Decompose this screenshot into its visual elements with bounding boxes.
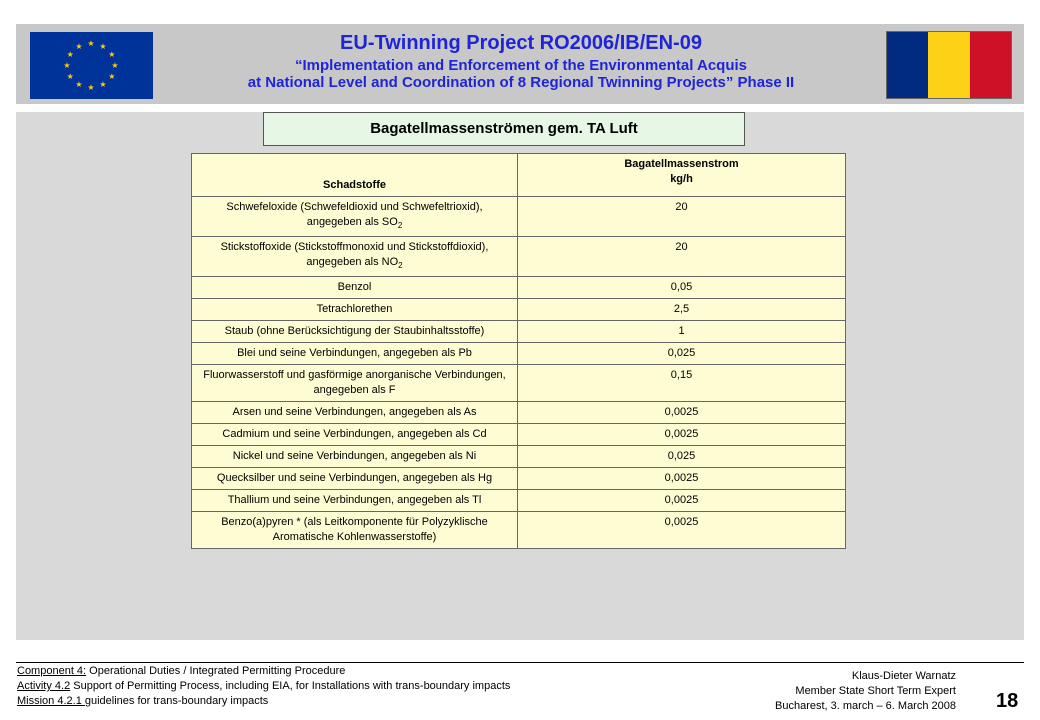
table-row [192,512,846,549]
pollutant-name: Arsen und seine Verbindungen, angegeben als As [232,406,477,419]
pollutant-cell [192,197,518,237]
romania-flag-icon [886,31,1012,99]
component-text: Operational Duties / Integrated Permitting Procedure [86,665,346,677]
pollutant-cell [192,277,518,299]
project-subtitle-1: “Implementation and Enforcement of the Environmental Acquis [295,57,747,74]
pollutant-cell [192,402,518,424]
table-row [192,237,846,277]
eu-star-icon: ★ [87,83,95,92]
eu-flag-icon [30,32,153,99]
table-row [192,277,846,299]
table-row [192,299,846,321]
eu-star-icon: ★ [87,39,95,48]
eu-star-icon: ★ [75,41,83,51]
activity-link[interactable]: Activity 4.2 [17,680,71,692]
author-role: Member State Short Term Expert [795,685,956,697]
eu-star-icon: ★ [75,80,83,90]
column-header-threshold-unit: kg/h [670,173,693,185]
footer-author [775,669,956,714]
emission-table [191,153,846,549]
eu-star-icon: ★ [111,61,119,70]
footer-divider [16,662,1024,663]
activity-text: Support of Permitting Process, including EIA, for Installations with trans-boundary impacts [70,680,511,692]
page-number: 18 [996,690,1019,712]
pollutant-subscript: 2 [398,261,403,271]
table-row [192,446,846,468]
pollutant-name: Tetrachlorethen [316,303,393,316]
pollutant-cell [192,512,518,549]
threshold-value: 20 [518,197,846,237]
pollutant-name: Quecksilber und seine Verbindungen, angegeben als Hg [216,472,493,485]
pollutant-cell [192,365,518,402]
table-row [192,365,846,402]
column-header-threshold-label: Bagatellmassenstrom [624,158,739,170]
table-row [192,402,846,424]
project-subtitle-2: at National Level and Coordination of 8 Regional Twinning Projects” Phase II [247,74,795,91]
threshold-value: 2,5 [518,299,846,321]
threshold-value: 0,0025 [518,468,846,490]
threshold-value: 0,0025 [518,402,846,424]
pollutant-name: Staub (ohne Berücksichtigung der Staubinhaltsstoffe) [224,325,485,338]
threshold-value: 0,05 [518,277,846,299]
pollutant-name: Blei und seine Verbindungen, angegeben als Pb [237,347,472,360]
eu-star-icon: ★ [108,50,116,59]
threshold-value: 1 [518,321,846,343]
threshold-value: 0,0025 [518,490,846,512]
pollutant-name: Cadmium und seine Verbindungen, angegeben als Cd [222,428,487,441]
pollutant-cell [192,490,518,512]
pollutant-cell [192,343,518,365]
eu-star-icon: ★ [99,41,107,51]
threshold-value: 0,0025 [518,424,846,446]
eu-star-icon: ★ [63,61,71,70]
pollutant-subscript: 2 [397,221,403,231]
mission-link[interactable]: Mission 4.2.1 [17,695,85,707]
slide-title: Bagatellmassenströmen gem. TA Luft [263,112,745,146]
pollutant-cell [192,321,518,343]
eu-star-icon: ★ [108,72,116,81]
pollutant-name: Thallium und seine Verbindungen, angegeben als Tl [227,494,482,507]
pollutant-name: Benzo(a)pyren * (als Leitkomponente für Polyzyklische Aromatische Kohlenwasserstoffe) [221,516,488,544]
location-date: Bucharest, 3. march – 6. March 2008 [775,700,956,712]
pollutant-cell [192,446,518,468]
threshold-value: 0,025 [518,343,846,365]
table-row [192,197,846,237]
footer-component [17,664,510,679]
table-row [192,490,846,512]
column-header-pollutants-label: Schadstoffe [323,179,386,191]
pollutant-cell [192,468,518,490]
project-title: EU-Twinning Project RO2006/IB/EN-09 [340,32,702,54]
threshold-value: 20 [518,237,846,277]
column-header-threshold [518,154,846,197]
pollutant-name: Benzol [337,281,372,294]
pollutant-cell [192,299,518,321]
pollutant-cell [192,237,518,277]
pollutant-cell [192,424,518,446]
table-row [192,468,846,490]
threshold-value: 0,025 [518,446,846,468]
table-header-row [192,154,846,197]
table-row [192,321,846,343]
threshold-value: 0,0025 [518,512,846,549]
pollutant-name: Fluorwasserstoff und gasförmige anorganische Verbindungen, angegeben als F [203,369,506,397]
header-banner [16,24,1024,104]
footer-mission [17,694,510,709]
footer-info [17,664,510,709]
table-row [192,424,846,446]
mission-text: guidelines for trans-boundary impacts [84,695,269,707]
pollutant-name: Nickel und seine Verbindungen, angegeben als Ni [232,450,477,463]
table-row [192,343,846,365]
eu-star-icon: ★ [66,50,74,59]
footer-activity [17,679,510,694]
eu-star-icon: ★ [66,72,74,81]
author-name: Klaus-Dieter Warnatz [851,670,956,682]
eu-star-icon: ★ [99,80,107,90]
component-link[interactable]: Component 4: [17,665,87,677]
pollutant-name: Schwefeloxide (Schwefeldioxid und Schwefeltrioxid), angegeben als SO [226,201,483,228]
column-header-pollutants [192,154,518,197]
pollutant-name: Stickstoffoxide (Stickstoffmonoxid und Stickstoffdioxid), angegeben als NO [220,241,489,269]
threshold-value: 0,15 [518,365,846,402]
